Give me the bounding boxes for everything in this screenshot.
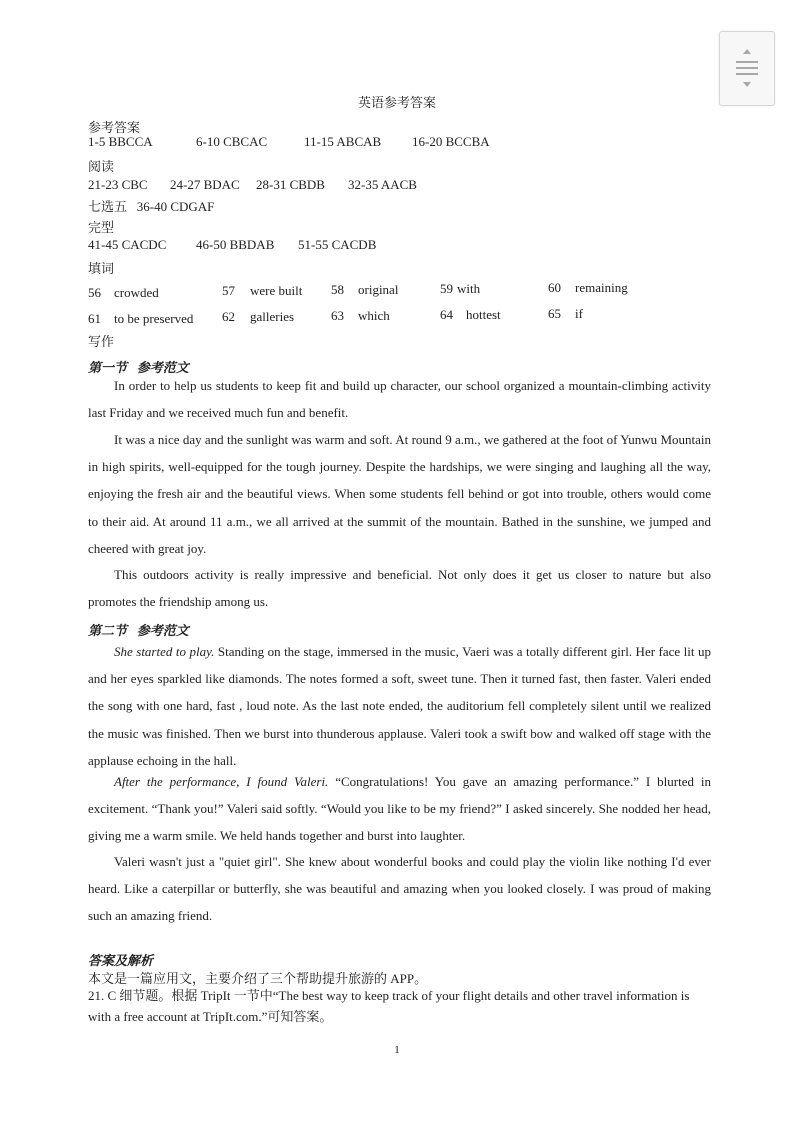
answer-group: 11-15 ABCAB — [304, 134, 382, 149]
fill-word: were built — [250, 283, 303, 298]
answer-group: 51-55 CACDB — [298, 237, 377, 252]
section-2-paragraph: Valeri wasn't just a "quiet girl". She knew about wonderful books and could play the violin like nothing I'd ever heard. Like a caterpillar or butterfly, she was beautiful and amazing when you looked closely. I was proud of making such an amazing friend. — [88, 854, 711, 924]
answer-label: 参考答案 — [88, 120, 141, 135]
fill-word: hottest — [466, 307, 501, 322]
fill-label: 填词 — [88, 261, 115, 276]
section-1-paragraph: It was a nice day and the sunlight was warm and soft. At round 9 a.m., we gathered at the foot of Yunwu Mountain in high spirits, well-equipped for the tough journey. Despite the hardships, we were singing and laughing all the way, enjoying the fresh air and the beautiful views. When some students fell behind or got into trouble, others would come to their aid. At around 11 a.m., we all arrived at the summit of the mountain. Bathed in the sunshine, we jumped and cheered with great joy. — [88, 432, 711, 556]
answer-group: 21-23 CBC — [88, 177, 148, 192]
fill-number: 57 — [222, 283, 235, 298]
fill-number: 58 — [331, 282, 344, 297]
fill-number: 59 — [440, 281, 453, 296]
seven-five-answers: 七选五 36-40 CDGAF — [88, 199, 215, 214]
answer-group: 32-35 AACB — [348, 177, 417, 192]
fill-word: crowded — [114, 285, 159, 300]
fill-word: with — [457, 281, 481, 296]
writing-label: 写作 — [88, 334, 115, 349]
paragraph-lead-sentence: After the performance, I found Valeri. — [114, 774, 329, 789]
section-2-heading: 第二节 参考范文 — [88, 623, 189, 638]
fill-word: if — [575, 306, 583, 321]
paragraph-lead-sentence: She started to play. — [114, 644, 215, 659]
fill-number: 65 — [548, 306, 561, 321]
analysis-question-21: 21. C 细节题。根据 TripIt 一节中“The best way to keep track of your flight details and other travel information is with a free account at TripIt.com.”可知答案。 — [88, 988, 690, 1024]
cloze-label: 完型 — [88, 220, 115, 235]
fill-number: 64 — [440, 307, 453, 322]
fill-number: 62 — [222, 309, 235, 324]
fill-word: remaining — [575, 280, 628, 295]
section-2-paragraph — [88, 638, 711, 774]
fill-number: 63 — [331, 308, 344, 323]
answer-group: 16-20 BCCBA — [412, 134, 490, 149]
section-1-paragraph: In order to help us students to keep fit and build up character, our school organized a mountain-climbing activity last Friday and we received much fun and benefit. — [88, 378, 711, 421]
fill-number: 61 — [88, 311, 101, 326]
fill-number: 56 — [88, 285, 101, 300]
paragraph-body: Standing on the stage, immersed in the music, Vaeri was a totally different girl. Her face lit up and her eyes sparkled like diamonds. The notes formed a soft, sweet tune. Then it turned fast, then faster. Valeri ended the song with one hard, fast , loud note. As the last note ended, the auditorium fell completely silent until we realized the music was finished. Then we burst into thunderous applause. Valeri took a swift bow and walked off stage with the applause echoing in the hall. — [88, 644, 711, 768]
section-2-paragraph — [88, 768, 711, 850]
document-title: 英语参考答案 — [357, 95, 436, 110]
fill-word: original — [358, 282, 399, 297]
answer-group: 6-10 CBCAC — [196, 134, 268, 149]
section-1-paragraph: This outdoors activity is really impressive and beneficial. Not only does it get us closer to nature but also promotes the friendship among us. — [88, 567, 711, 610]
answer-group: 28-31 CBDB — [256, 177, 325, 192]
page-number: 1 — [394, 1044, 400, 1056]
analysis-intro: 本文是一篇应用文，主要介绍了三个帮助提升旅游的 APP。 — [88, 971, 428, 986]
scroll-handle-icon — [720, 32, 774, 105]
fill-word: to be preserved — [114, 311, 194, 326]
fill-word: galleries — [250, 309, 295, 324]
answer-group: 41-45 CACDC — [88, 237, 167, 252]
answer-group: 1-5 BBCCA — [88, 134, 153, 149]
answer-group: 46-50 BBDAB — [196, 237, 275, 252]
reading-label: 阅读 — [88, 159, 115, 174]
scroll-handle[interactable] — [719, 31, 775, 106]
answer-group: 24-27 BDAC — [170, 177, 240, 192]
fill-number: 60 — [548, 280, 561, 295]
section-1-heading: 第一节 参考范文 — [88, 360, 189, 375]
fill-word: which — [358, 308, 390, 323]
paragraph-body: “Congratulations! You gave an amazing performance.” I blurted in excitement. “Thank you!” Valeri said softly. “Would you like to be my friend?” I asked sincerely. She nodded her head, giving me a warm smile. We held hands together and burst into laughter. — [88, 774, 711, 844]
analysis-heading: 答案及解析 — [88, 953, 154, 968]
